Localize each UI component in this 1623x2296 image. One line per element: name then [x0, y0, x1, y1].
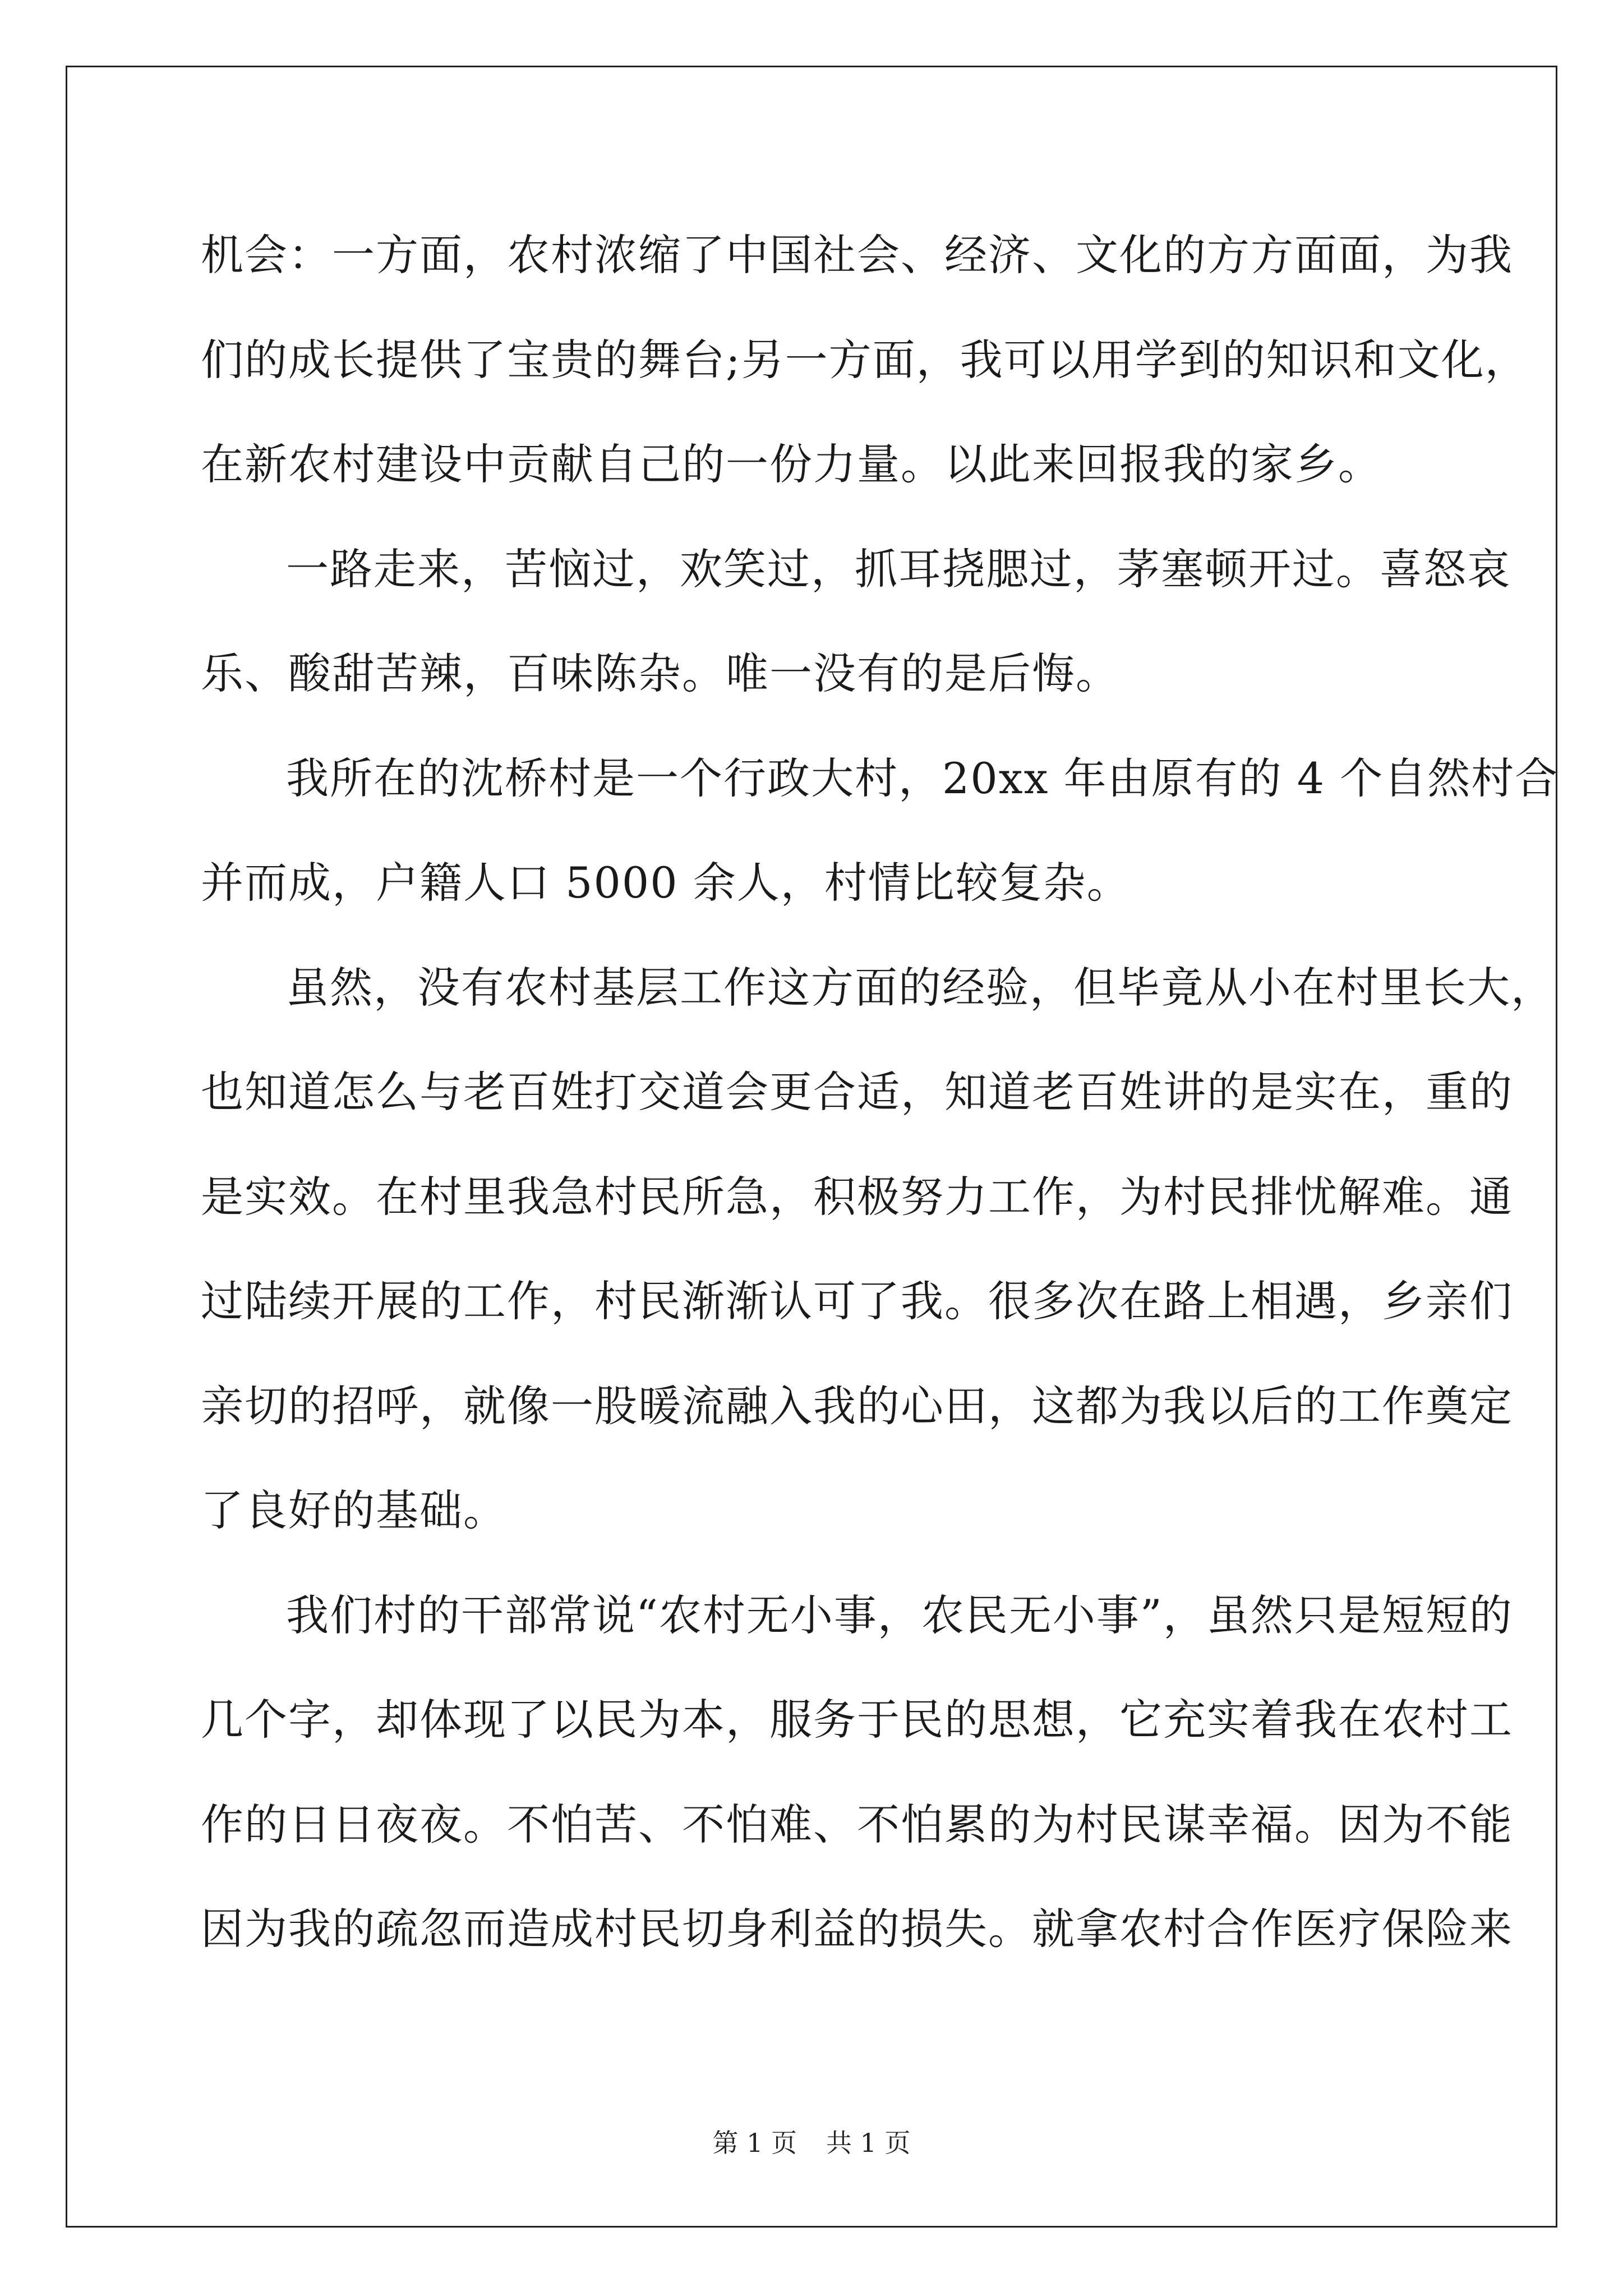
text-line: 是实效。在村里我急村民所急，积极努力工作，为村民排忧解难。通 — [201, 1171, 1513, 1222]
text-line: 一路走来，苦恼过，欢笑过，抓耳挠腮过，茅塞顿开过。喜怒哀 — [286, 544, 1511, 594]
text-line: 几个字，却体现了以民为本，服务于民的思想，它充实着我在农村工 — [201, 1695, 1513, 1745]
text-line: 作的日日夜夜。不怕苦、不怕难、不怕累的为村民谋幸福。因为不能 — [201, 1799, 1513, 1849]
text-line: 我所在的沈桥村是一个行政大村，20xx 年由原有的 4 个自然村合 — [286, 753, 1559, 803]
text-line: 因为我的疏忽而造成村民切身利益的损失。就拿农村合作医疗保险来 — [201, 1904, 1513, 1954]
text-line: 并而成，户籍人口 5000 余人，村情比较复杂。 — [201, 858, 1131, 908]
page-total: 共 1 页 — [826, 2128, 911, 2158]
text-line: 过陆续开展的工作，村民渐渐认可了我。很多次在路上相遇，乡亲们 — [201, 1276, 1513, 1326]
page-number: 第 1 页 — [712, 2128, 797, 2158]
text-line: 了良好的基础。 — [201, 1485, 507, 1535]
text-line: 也知道怎么与老百姓打交道会更合适，知道老百姓讲的是实在，重的 — [201, 1067, 1513, 1117]
text-line: 们的成长提供了宝贵的舞台;另一方面，我可以用学到的知识和文化， — [201, 334, 1529, 385]
document-body — [201, 203, 1559, 1982]
text-line: 在新农村建设中贡献自己的一份力量。以此来回报我的家乡。 — [201, 439, 1382, 489]
text-line: 虽然，没有农村基层工作这方面的经验，但毕竟从小在村里长大， — [286, 962, 1555, 1013]
page-footer — [0, 2126, 1623, 2160]
text-line: 亲切的招呼，就像一股暖流融入我的心田，这都为我以后的工作奠定 — [201, 1381, 1513, 1431]
text-line: 机会：一方面，农村浓缩了中国社会、经济、文化的方方面面，为我 — [201, 230, 1513, 280]
text-line: 我们村的干部常说“农村无小事，农民无小事”，虽然只是短短的 — [286, 1590, 1513, 1640]
text-line: 乐、酸甜苦辣，百味陈杂。唯一没有的是后悔。 — [201, 648, 1119, 698]
